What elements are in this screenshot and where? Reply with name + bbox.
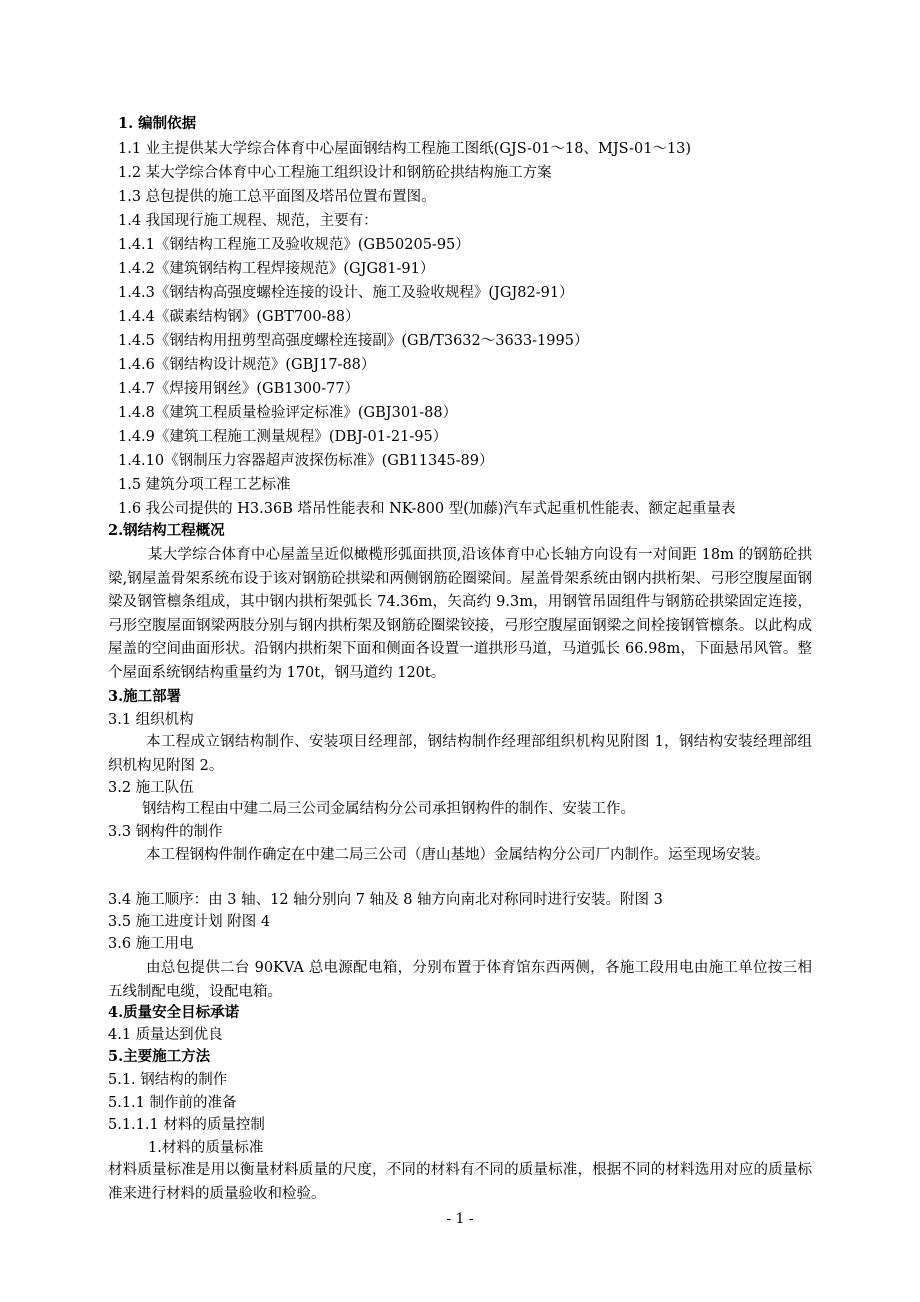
section-1-heading: 1. 编制依据 — [118, 115, 197, 132]
list-item: 1.6 我公司提供的 H3.36B 塔吊性能表和 NK-800 型(加藤)汽车式起重机性能表、额定起重量表 — [118, 501, 736, 517]
section-3-heading: 3.施工部署 — [108, 688, 182, 705]
subsection-heading: 1.材料的质量标准 — [148, 1140, 264, 1156]
subsection-paragraph: 本工程钢构件制作确定在中建二局三公司（唐山基地）金属结构分公司厂内制作。运至现场安装。 — [146, 847, 770, 863]
list-item: 1.1 业主提供某大学综合体育中心屋面钢结构工程施工图纸(GJS-01～18、MJS-01～13) — [118, 141, 692, 157]
section-5-heading: 5.主要施工方法 — [108, 1048, 211, 1065]
list-item: 1.4.3《钢结构高强度螺栓连接的设计、施工及验收规程》(JGJ82-91） — [118, 285, 574, 301]
subsection-heading: 3.6 施工用电 — [108, 936, 194, 952]
subsection-heading: 3.3 钢构件的制作 — [108, 824, 223, 840]
list-item: 1.5 建筑分项工程工艺标准 — [118, 477, 291, 493]
subsection-heading: 5.1.1 制作前的准备 — [108, 1095, 237, 1111]
subsection-heading: 4.1 质量达到优良 — [108, 1027, 223, 1043]
subsection-heading: 3.2 施工队伍 — [108, 780, 194, 796]
list-item: 1.4.10《钢制压力容器超声波探伤标准》(GB11345-89） — [118, 453, 494, 469]
list-item: 1.4.1《钢结构工程施工及验收规范》(GB50205-95） — [118, 237, 470, 253]
list-item: 1.4.2《建筑钢结构工程焊接规范》(GJG81-91） — [118, 261, 435, 277]
list-item: 1.3 总包提供的施工总平面图及塔吊位置布置图。 — [118, 189, 436, 205]
subsection-heading: 5.1. 钢结构的制作 — [108, 1072, 228, 1088]
section-2-paragraph: 某大学综合体育中心屋盖呈近似橄榄形弧面拱顶,沿该体育中心长轴方向设有一对间距 18m 的钢筋砼拱梁,钢屋盖骨架系统布设于该对钢筋砼拱梁和两侧钢筋砼圈梁间。屋盖骨架系统由钢内拱桁架、弓形空腹屋面钢梁及钢管檩条组成，其中钢内拱桁架弧长 74.36m，矢高约 9.3m，用钢管吊固组件与钢筋砼拱梁固定连接，弓形空腹屋面钢梁两肢分别与钢内拱桁架及钢筋砼圈梁铰接，弓形空腹屋面钢梁之间栓接钢管檩条。以此构成屋盖的空间曲面形状。沿钢内拱桁架下面和侧面各设置一道拱形马道，马道弧长 66.98m，下面悬吊风管。整个屋面系统钢结构重量约为 170t，钢马道约 120t。 — [108, 547, 812, 681]
section-2-heading: 2.钢结构工程概况 — [108, 522, 225, 539]
list-item: 1.4.8《建筑工程质量检验评定标准》(GBJ301-88） — [118, 405, 458, 421]
section-5-paragraph: 材料质量标准是用以衡量材料质量的尺度，不同的材料有不同的质量标准，根据不同的材料选用对应的质量标准来进行材料的质量验收和检验。 — [108, 1162, 812, 1202]
subsection-paragraph: 由总包提供二台 90KVA 总电源配电箱，分别布置于体育馆东西两侧，各施工段用电由施工单位按三相五线制配电缆，设配电箱。 — [108, 960, 812, 1000]
page-number: - 1 - — [446, 1211, 474, 1227]
subsection-heading: 3.1 组织机构 — [108, 712, 194, 728]
list-item: 1.4 我国现行施工规程、规范，主要有： — [118, 213, 378, 229]
subsection-heading: 5.1.1.1 材料的质量控制 — [108, 1117, 265, 1133]
subsection-heading: 3.5 施工进度计划 附图 4 — [108, 914, 271, 930]
subsection-paragraph: 本工程成立钢结构制作、安装项目经理部，钢结构制作经理部组织机构见附图 1，钢结构安装经理部组织机构见附图 2。 — [108, 734, 812, 774]
list-item: 1.4.7《焊接用钢丝》(GB1300-77） — [118, 381, 360, 397]
section-4-heading: 4.质量安全目标承诺 — [108, 1004, 240, 1021]
list-item: 1.2 某大学综合体育中心工程施工组织设计和钢筋砼拱结构施工方案 — [118, 165, 552, 181]
subsection-paragraph: 钢结构工程由中建二局三公司金属结构分公司承担钢构件的制作、安装工作。 — [142, 801, 635, 817]
list-item: 1.4.5《钢结构用扭剪型高强度螺栓连接副》(GB/T3632～3633-1995） — [118, 333, 589, 349]
list-item: 1.4.4《碳素结构钢》(GBT700-88） — [118, 309, 360, 325]
list-item: 1.4.6《钢结构设计规范》(GBJ17-88） — [118, 357, 376, 373]
subsection-heading: 3.4 施工顺序：由 3 轴、12 轴分别向 7 轴及 8 轴方向南北对称同时进行安装。附图 3 — [108, 892, 663, 908]
list-item: 1.4.9《建筑工程施工测量规程》(DBJ-01-21-95） — [118, 429, 448, 445]
